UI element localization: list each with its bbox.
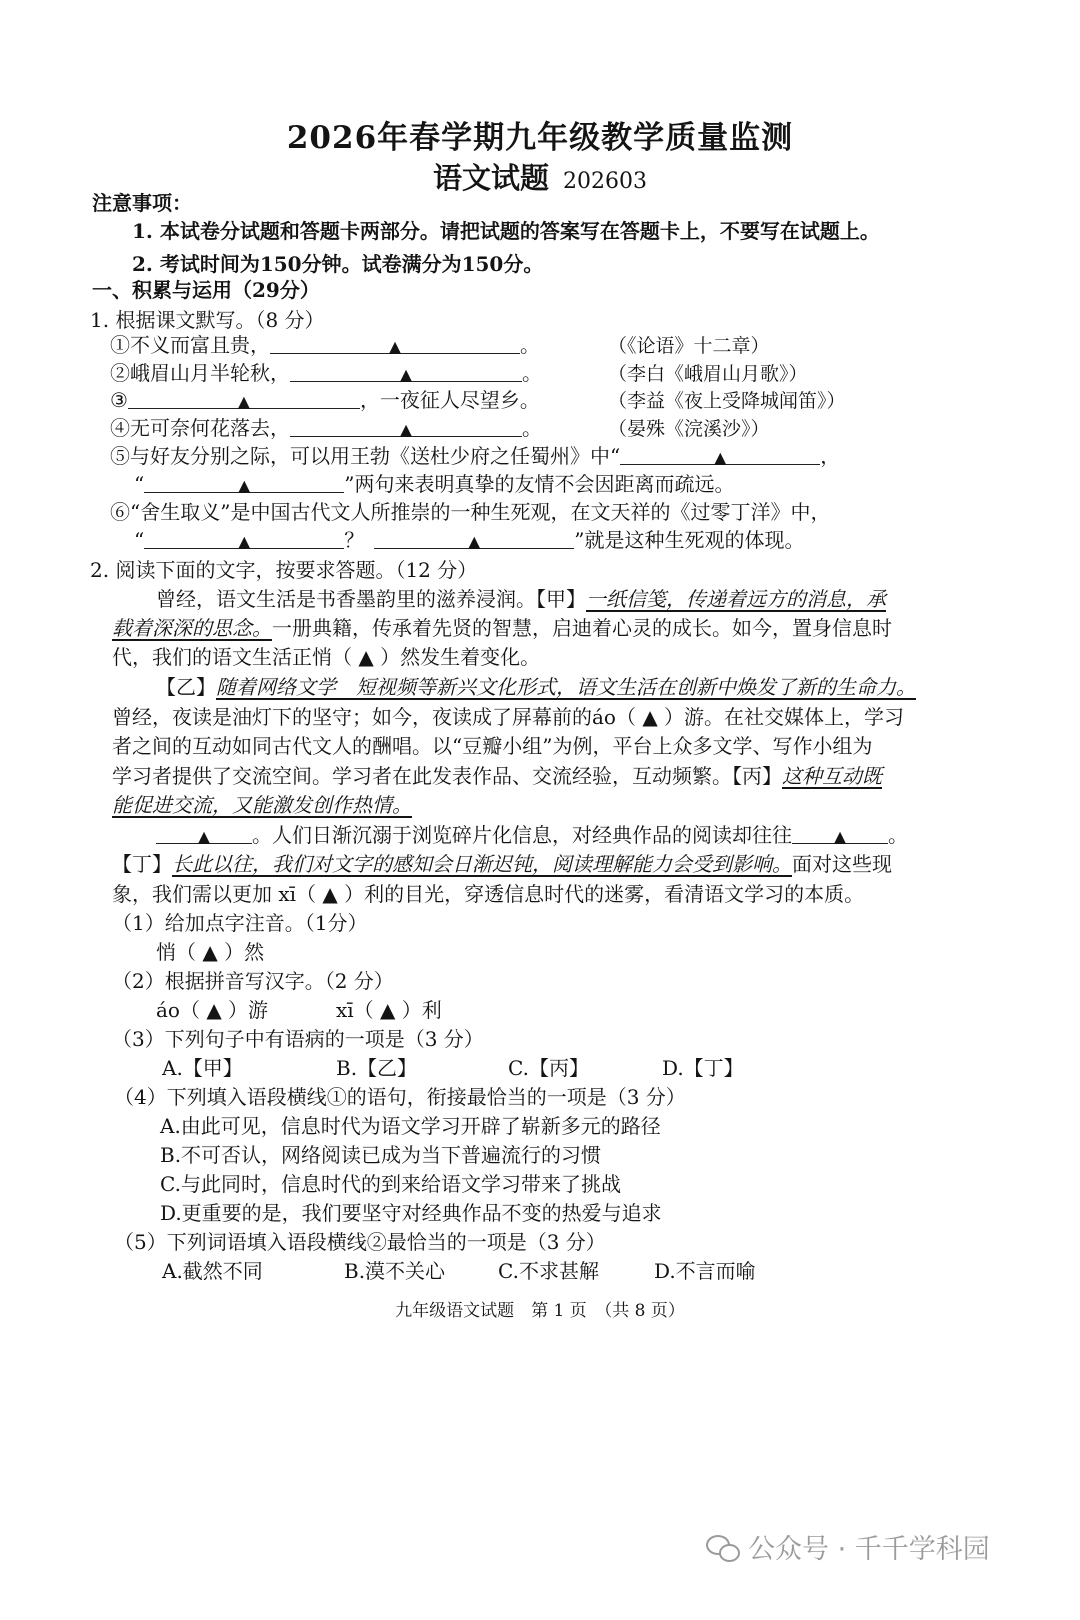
q2-sub-1: （1）给加点字注音。（1分） — [112, 911, 368, 935]
q2-sub-2-answer-a: áo（ ▲ ）游 — [156, 998, 269, 1022]
underlined-sentence-bing: 这种互动既 — [782, 764, 882, 788]
option: A.由此可见，信息时代为语文学习开辟了崭新多元的路径 — [160, 1114, 661, 1138]
passage-line: 【丁】长此以往，我们对文字的感知会日渐迟钝，阅读理解能力会受到影响。面对这些现 — [112, 852, 892, 876]
q1-line-1: ①不义而富且贵， ▲ 。 — [110, 333, 540, 357]
notice-item-1: 1. 本试卷分试题和答题卡两部分。请把试题的答案写在答题卡上，不要写在试题上。 — [132, 219, 880, 243]
watermark-text: 公众号 · 千千学科园 — [748, 1534, 990, 1565]
underlined-sentence-ding: 长此以往，我们对文字的感知会日渐迟钝，阅读理解能力会受到影响。 — [172, 852, 792, 876]
underlined-sentence-jia: 载着深深的思念。 — [112, 616, 272, 640]
q2-sub-5: （5）下列词语填入语段横线②最恰当的一项是（3 分） — [114, 1230, 606, 1254]
q1-source-4: （晏殊《浣溪沙》） — [608, 418, 770, 440]
q1-source-3: （李益《夜上受降城闻笛》） — [608, 390, 846, 412]
notice-item-2: 2. 考试时间为150分钟。试卷满分为150分。 — [132, 252, 544, 276]
notice-label: 注意事项： — [92, 191, 192, 215]
passage-line: 曾经，语文生活是书香墨韵里的滋养浸润。【甲】一纸信笺，传递着远方的消息，承 — [156, 587, 886, 611]
passage-blank-1: ▲ — [156, 821, 252, 844]
q1-line-3: ③ ▲ ，一夜征人尽望乡。 — [110, 388, 540, 412]
option: D.更重要的是，我们要坚守对经典作品不变的热爱与追求 — [160, 1201, 662, 1225]
passage-blank-2: ▲ — [792, 821, 888, 844]
exam-code: 202603 — [563, 169, 647, 194]
passage-line: 象，我们需以更加 xī（ ▲ ）利的目光，穿透信息时代的迷雾，看清语文学习的本质。 — [112, 882, 865, 906]
answer-blank: ▲ — [290, 359, 522, 382]
underlined-sentence-bing: 能促进交流，又能激发创作热情。 — [112, 793, 412, 817]
answer-blank: ▲ — [270, 331, 520, 354]
subject-title: 语文试题 — [433, 161, 550, 195]
q1-line-2: ②峨眉山月半轮秋， ▲ 。 — [110, 361, 542, 385]
q2-stem: 2. 阅读下面的文字，按要求答题。（12 分） — [90, 558, 478, 582]
option: D.不言而喻 — [654, 1259, 756, 1283]
option: D.【丁】 — [662, 1056, 744, 1080]
passage-line: 学习者提供了交流空间。学习者在此发表作品、交流经验，互动频繁。【丙】这种互动既 — [112, 764, 882, 788]
answer-blank: ▲ — [374, 526, 574, 549]
q2-sub-2: （2）根据拼音写汉字。（2 分） — [112, 969, 394, 993]
q1-line-6b: “ ▲ ？ ▲ ”就是这种生死观的体现。 — [134, 528, 805, 552]
q2-sub-3: （3）下列句子中有语病的一项是（3 分） — [112, 1027, 484, 1051]
q2-sub-4: （4）下列填入语段横线①的语句，衔接最恰当的一项是（3 分） — [114, 1085, 686, 1109]
exam-title: 2026年春学期九年级教学质量监测 — [286, 120, 794, 156]
option: A.【甲】 — [162, 1056, 243, 1080]
answer-blank: ▲ — [290, 414, 522, 437]
q1-line-6: ⑥“舍生取义”是中国古代文人所推崇的一种生死观，在文天祥的《过零丁洋》中， — [110, 500, 831, 524]
page-footer: 九年级语文试题 第 1 页 （共 8 页） — [395, 1301, 685, 1321]
passage-line — [112, 791, 412, 820]
passage-line: 代，我们的语文生活正悄（ ▲ ）然发生着变化。 — [112, 645, 541, 669]
q1-source-1: （《论语》十二章） — [608, 335, 770, 357]
q1-line-5b: “ ▲ ”两句来表明真挚的友情不会因距离而疏远。 — [134, 472, 735, 496]
q2-sub-1-answer: 悄（ ▲ ）然 — [156, 940, 265, 964]
option: B.漠不关心 — [344, 1259, 446, 1283]
passage-line: 【乙】随着网络文学 短视频等新兴文化形式，语文生活在创新中焕发了新的生命力。 — [156, 675, 916, 699]
option: B.不可否认，网络阅读已成为当下普遍流行的习惯 — [160, 1143, 602, 1167]
q1-line-4: ④无可奈何花落去， ▲ 。 — [110, 416, 542, 440]
underlined-sentence-yi: 随着网络文学 短视频等新兴文化形式，语文生活在创新中焕发了新的生命力。 — [216, 675, 916, 699]
wechat-icon — [706, 1533, 740, 1561]
passage-line: 载着深深的思念。一册典籍，传承着先贤的智慧，启迪着心灵的成长。如今，置身信息时 — [112, 616, 892, 640]
q1-source-2: （李白《峨眉山月歌》） — [608, 363, 808, 385]
section-heading: 一、积累与运用（29分） — [92, 278, 320, 302]
option: B.【乙】 — [336, 1056, 418, 1080]
answer-blank: ▲ — [128, 386, 360, 409]
underlined-sentence-jia: 一纸信笺，传递着远方的消息，承 — [586, 587, 886, 611]
option: C.不求甚解 — [498, 1259, 599, 1283]
q2-sub-2-answer-b: xī（ ▲ ）利 — [336, 998, 442, 1022]
q1-line-5: ⑤与好友分别之际，可以用王勃《送杜少府之任蜀州》中“ ▲ ， — [110, 444, 841, 468]
answer-blank: ▲ — [144, 470, 344, 493]
passage-line: 曾经，夜读是油灯下的坚守；如今，夜读成了屏幕前的áo（ ▲ ）游。在社交媒体上，学习 — [112, 705, 905, 729]
option: C.与此同时，信息时代的到来给语文学习带来了挑战 — [160, 1172, 621, 1196]
q1-stem: 1. 根据课文默写。（8 分） — [90, 308, 325, 332]
passage-line: ▲ 。人们日渐沉溺于浏览碎片化信息，对经典作品的阅读却往往 ▲ 。 — [156, 821, 908, 850]
option: A.截然不同 — [162, 1259, 263, 1283]
answer-blank: ▲ — [620, 442, 820, 465]
passage-line: 者之间的互动如同古代文人的酬唱。以“豆瓣小组”为例，平台上众多文学、写作小组为 — [112, 734, 873, 758]
watermark — [706, 1527, 990, 1566]
option: C.【丙】 — [508, 1056, 589, 1080]
answer-blank: ▲ — [144, 526, 344, 549]
